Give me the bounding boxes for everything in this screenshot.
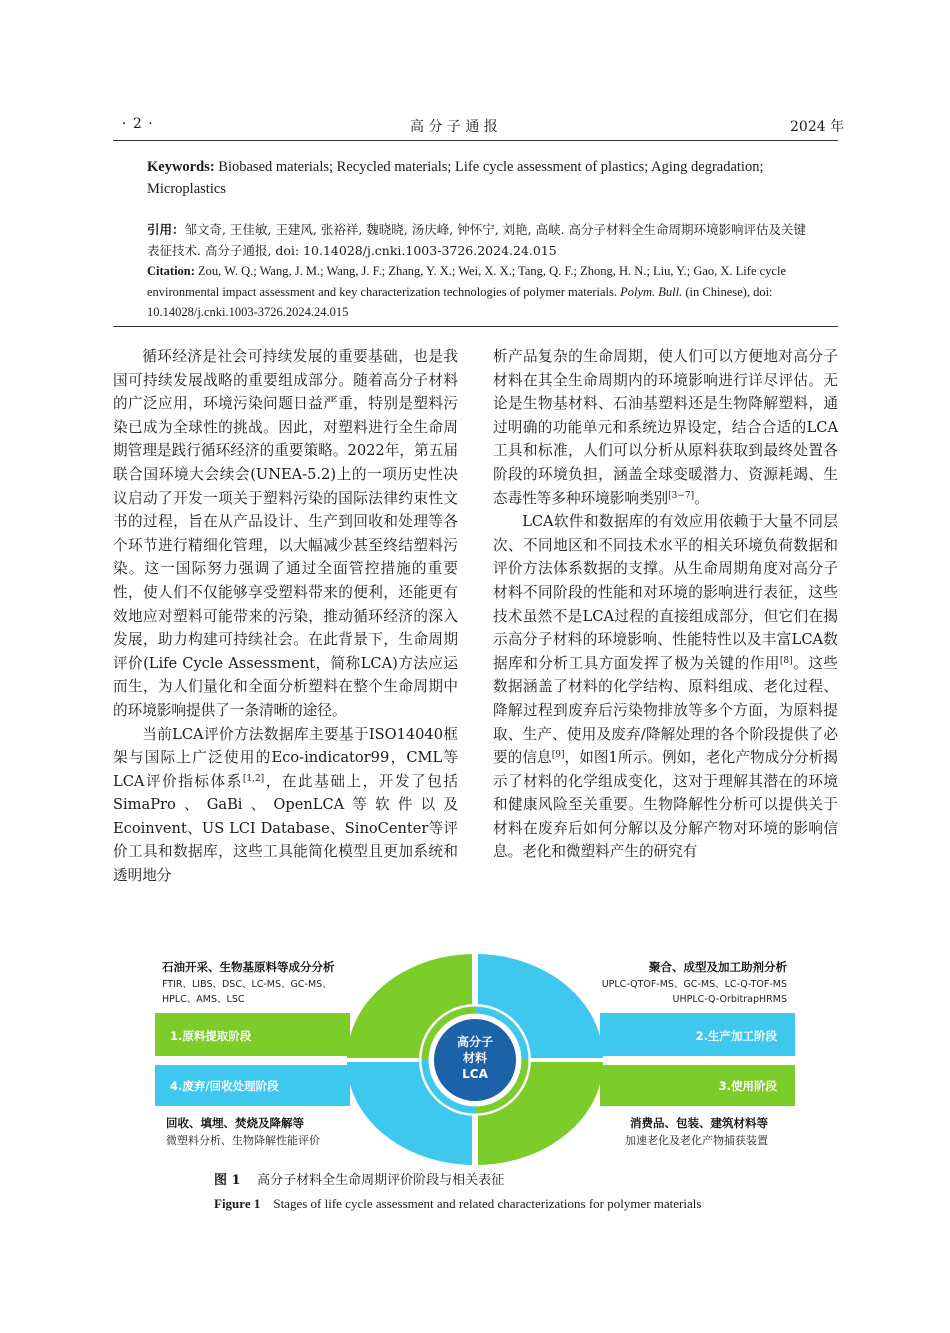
reference-link[interactable]: [1,2]: [242, 773, 265, 784]
caption-cn-text: 高分子材料全生命周期评价阶段与相关表征: [257, 1173, 505, 1188]
q2-line1: UPLC-QTOF-MS、GC-MS、LC-Q-TOF-MS: [601, 979, 787, 990]
citation-en-label: Citation:: [147, 264, 195, 278]
q1-line2: HPLC、AMS、LSC: [162, 994, 245, 1005]
q4-title: 回收、填埋、焚烧及降解等: [166, 1116, 304, 1130]
year: 2024 年: [790, 119, 845, 135]
citation-en: [147, 261, 807, 323]
body-column-left: [113, 345, 458, 888]
q3-line1: 加速老化及老化产物捕获装置: [625, 1134, 768, 1147]
citation-rule: [113, 326, 838, 327]
figure-caption-en: [214, 1193, 834, 1215]
header-rule: [113, 140, 838, 141]
journal-title: 高 分 子 通 报: [410, 119, 498, 135]
caption-en-text: Stages of life cycle assessment and related characterizations for polymer materials: [273, 1196, 702, 1211]
citation-cn: [147, 219, 807, 261]
page-number: · 2 ·: [122, 116, 154, 132]
paragraph-text: 。这些数据涵盖了材料的化学结构、原料组成、老化过程、降解过程到废弃后污染物排放等多个方面，为原料提取、生产、使用及废弃/降解处理的各个阶段提供了必要的信息: [493, 654, 838, 767]
citation-cn-text: 邹文奇, 王佳敏, 王建风, 张裕祥, 魏晓晓, 汤庆峰, 钟怀宁, 刘艳, 高峡. 高分子材料全生命周期环境影响评估及关键表征技术. 高分子通报, doi: 10.14028/j.cnki.1003-3726.2024.24.015: [147, 222, 807, 258]
paragraph-text: LCA软件和数据库的有效应用依赖于大量不同层次、不同地区和不同技术水平的相关环境负荷数据和评价方法体系数据的支撑。从生命周期角度对高分子材料不同阶段的性能和对环境的影响进行表征，这些技术虽然不是LCA过程的直接组成部分，但它们在揭示高分子材料的环境影响、性能特性以及丰富LCA数据库和分析工具方面发挥了极为关键的作用: [493, 513, 838, 672]
q1-line1: FTIR、LIBS、DSC、LC-MS、GC-MS、: [162, 979, 332, 990]
keywords: [147, 156, 807, 200]
citation-en-journal: Polym. Bull.: [620, 284, 683, 299]
citation-en-text: Zou, W. Q.; Wang, J. M.; Wang, J. F.; Zhang, Y. X.; Wei, X. X.; Tang, Q. F.; Zhong, H. N.; Liu, Y.; Gao, X. Life cycle environmental impact assessment and key characterization technologies of polymer materials.: [147, 264, 786, 299]
body-column-right: [493, 345, 838, 864]
keywords-text: Biobased materials; Recycled materials; Life cycle assessment of plastics; Aging degradation; Microplastics: [147, 159, 764, 197]
stage-label-2: 2.生产加工阶段: [695, 1029, 777, 1043]
q3-title: 消费品、包装、建筑材料等: [630, 1116, 768, 1130]
stage-label-1: 1.原料提取阶段: [170, 1029, 252, 1043]
q4-line1: 微塑料分析、生物降解性能评价: [166, 1134, 320, 1147]
center-label-line1: 高分子: [456, 1035, 494, 1049]
paragraph: 循环经济是社会可持续发展的重要基础，也是我国可持续发展战略的重要组成部分。随着高分子材料的广泛应用，环境污染问题日益严重，特别是塑料污染已成为全球性的挑战。因此，对塑料进行全生命周期管理是践行循环经济的重要策略。2022年，第五届联合国环境大会续会(UNEA-5.2)上的一项历史性决议启动了开发一项关于塑料污染的国际法律约束性文书的过程，旨在从产品设计、生产到回收和处理等各个环节进行精细化管理，以大幅减少甚至终结塑料污染。这一国际努力强调了通过全面管控措施的重要性，使人们不仅能够享受塑料带来的便利，还能更有效地应对塑料可能带来的污染，推动循环经济的深入发展，助力构建可持续社会。在此背景下，生命周期评价(Life Cycle Assessment，简称LCA)方法应运而生，为人们量化和全面分析塑料在整个生命周期中的环境影响提供了一条清晰的途径。: [113, 348, 458, 719]
citation-en-doi: (in Chinese), doi: 10.14028/j.cnki.1003-3726.2024.24.015: [147, 284, 773, 319]
stage-label-4: 4.废弃/回收处理阶段: [170, 1079, 279, 1093]
paragraph: [113, 723, 458, 888]
reference-link[interactable]: [9]: [551, 750, 565, 761]
keywords-label: Keywords:: [147, 159, 215, 175]
center-label-line3: LCA: [462, 1067, 488, 1081]
reference-link[interactable]: [8]: [779, 655, 793, 666]
reference-link[interactable]: [3−7]: [668, 490, 695, 501]
q2-line2: UHPLC-Q-OrbitrapHRMS: [672, 994, 787, 1005]
center-label-line2: 材料: [462, 1051, 488, 1065]
paragraph: [493, 510, 838, 864]
paragraph-text: 当前LCA评价方法数据库主要基于ISO14040框架与国际上广泛使用的Eco-indicator99，CML等LCA评价指标体系: [113, 725, 458, 790]
lca-stage-figure: [150, 952, 800, 1167]
paragraph-text: 。: [694, 489, 709, 507]
stage-label-3: 3.使用阶段: [718, 1079, 777, 1093]
paragraph: [493, 345, 838, 510]
caption-en-label: Figure 1: [214, 1196, 261, 1211]
citation-cn-label: 引用：: [147, 222, 185, 237]
q1-title: 石油开采、生物基原料等成分分析: [162, 960, 335, 974]
paragraph-text: 析产品复杂的生命周期，使人们可以方便地对高分子材料在其全生命周期内的环境影响进行详尽评估。无论是生物基材料、石油基塑料还是生物降解塑料，通过明确的功能单元和系统边界设定，结合合适的LCA工具和标准，人们可以分析从原料获取到最终处置各阶段的环境负担，涵盖全球变暖潜力、资源耗竭、生态毒性等多种环境影响类别: [493, 348, 838, 507]
q2-title: 聚合、成型及加工助剂分析: [649, 960, 787, 974]
caption-cn-label: 图 1: [214, 1173, 241, 1188]
paragraph-text: ，在此基础上，开发了包括SimaPro、GaBi、OpenLCA等软件以及Ecoinvent、US LCI Database、SinoCenter等评价工具和数据库，这些工具能简化模型且更加系统和透明地分: [113, 772, 458, 885]
paragraph-text: ，如图1所示。例如，老化产物成分分析揭示了材料的化学组成变化，这对于理解其潜在的环境和健康风险至关重要。生物降解性分析可以提供关于材料在废弃后如何分解以及分解产物对环境的影响信息。老化和微塑料产生的研究有: [493, 749, 838, 861]
figure-caption-cn: [214, 1170, 814, 1192]
